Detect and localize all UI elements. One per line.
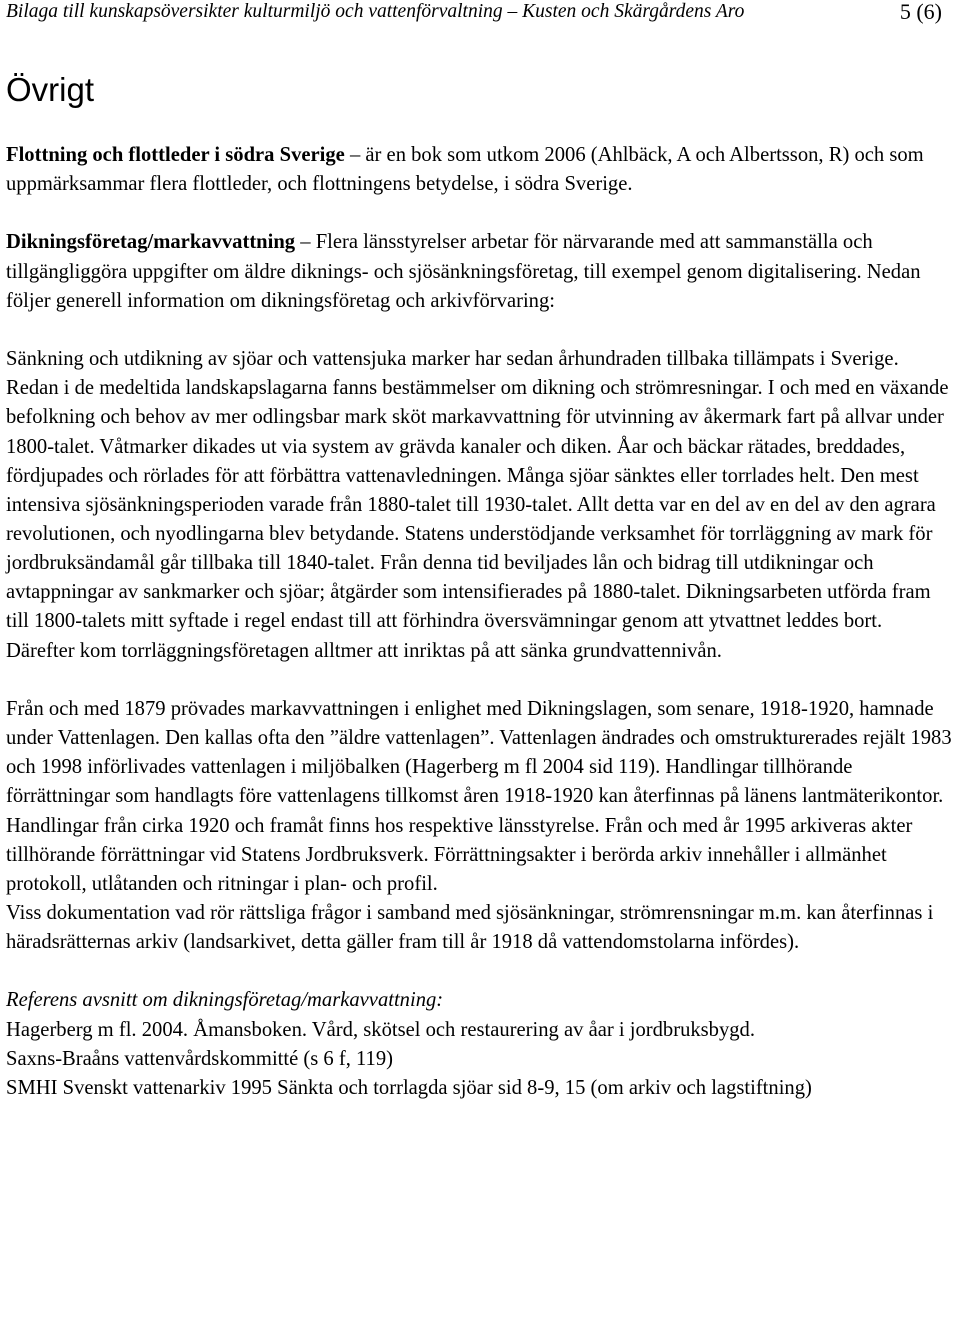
reference-item: Saxns-Braåns vattenvårdskommitté (s 6 f, 119) [6, 1047, 394, 1070]
paragraph-lead-flottning: Flottning och flottleder i södra Sverige [6, 144, 345, 166]
section-title: Övrigt [6, 71, 95, 108]
paragraph-dikningsforetag [6, 228, 954, 315]
running-title: Bilaga till kunskapsöversikter kulturmiljö och vattenförvaltning – Kusten och Skärgårdens Aro [6, 1, 745, 22]
paragraph-text-dikningsforetag: – Flera länsstyrelser arbetar för närvarande med att sammanställa och tillgängliggöra uppgifter om äldre diknings- och sjösänkningsföretag, till exempel genom digitalisering. Nedan följer generell information om dikningsföretag och arkivförvaring: [6, 231, 921, 312]
paragraph-sankning: Sänkning och utdikning av sjöar och vattensjuka marker har sedan århundraden tillbaka tillämpats i Sverige. Redan i de medeltida landskapslagarna fanns bestämmelser om dikning och strömresningar. I och med en växande befolkning och behov av mer odlingsbar mark sköt markavvattning för utvinning av åkermark fart på allvar under 1800-talet. Våtmarker dikades ut via system av grävda kanaler och diken. Åar och bäckar rätades, breddades, fördjupades och rörlades för att förbättra vattenavledningen. Många sjöar sänktes eller torrlades helt. Den mest intensiva sjösänkningsperioden varade från 1880-talet till 1930-talet. Allt detta var en del av en del av den agrara revolutionen, och nyodlingarna blev betydande. Statens understödjande verksamhet för torrläggning av mark för jordbruksändamål går tillbaka till 1840-talet. Från denna tid beviljades lån och bidrag till utdikningar och avtappningar av sankmarker och sjöar; åtgärder som intensifierades på 1880-talet. Dikningsarbeten utförda fram till 1800-talets mitt syftade i regel endast till att förhindra översvämningar genom att ytvattnet leddes bort. Därefter kom torrläggningsföretagen alltmer att inriktas på att sänka grundvattennivån. [6, 348, 949, 662]
references-heading: Referens avsnitt om dikningsföretag/markavvattning: [6, 989, 444, 1012]
reference-item: SMHI Svenskt vattenarkiv 1995 Sänkta och torrlagda sjöar sid 8-9, 15 (om arkiv och lagstiftning) [6, 1076, 812, 1099]
running-header [6, 0, 946, 24]
reference-item: Hagerberg m fl. 2004. Åmansboken. Vård, skötsel och restaurering av åar i jordbruksbygd. [6, 1018, 756, 1041]
paragraph-text-flottning: – är en bok som utkom 2006 (Ahlbäck, A och Albertsson, R) och som uppmärksammar flera flottleder, och flottningens betydelse, i södra Sverige. [6, 144, 924, 196]
paragraph-dokumentation: Viss dokumentation vad rör rättsliga frågor i samband med sjösänkningar, strömrensningar m.m. kan återfinnas i häradsrätternas arkiv (landsarkivet, detta gäller fram till år 1918 då vattendomstolarna infördes). [6, 902, 934, 954]
body-text [6, 141, 954, 1103]
paragraph-flottning [6, 141, 954, 199]
paragraph-lead-dikningsforetag: Dikningsföretag/markavvattning [6, 231, 296, 254]
paragraph-lagstiftning: Från och med 1879 prövades markavvattningen i enlighet med Dikningslagen, som senare, 1918-1920, hamnade under Vattenlagen. Den kallas ofta den ”äldre vattenlagen”. Vattenlagen ändrades och omstrukturerades rejält 1983 och 1998 införlivades vattenlagen i miljöbalken (Hagerberg m fl 2004 sid 119). Handlingar tillhörande förrättningar som handlagts före vattenlagens tillkomst åren 1918-1920 kan återfinnas på länens lantmäterikontor. Handlingar från cirka 1920 och framåt finns hos respektive länsstyrelse. Från och med år 1995 arkiveras akter tillhörande förrättningar vid Statens Jordbruksverk. Förrättningsakter i berörda arkiv innehåller i allmänhet protokoll, utlåtanden och ritningar i plan- och profil. [6, 697, 952, 895]
page-number: 5 (6) [899, 0, 942, 24]
